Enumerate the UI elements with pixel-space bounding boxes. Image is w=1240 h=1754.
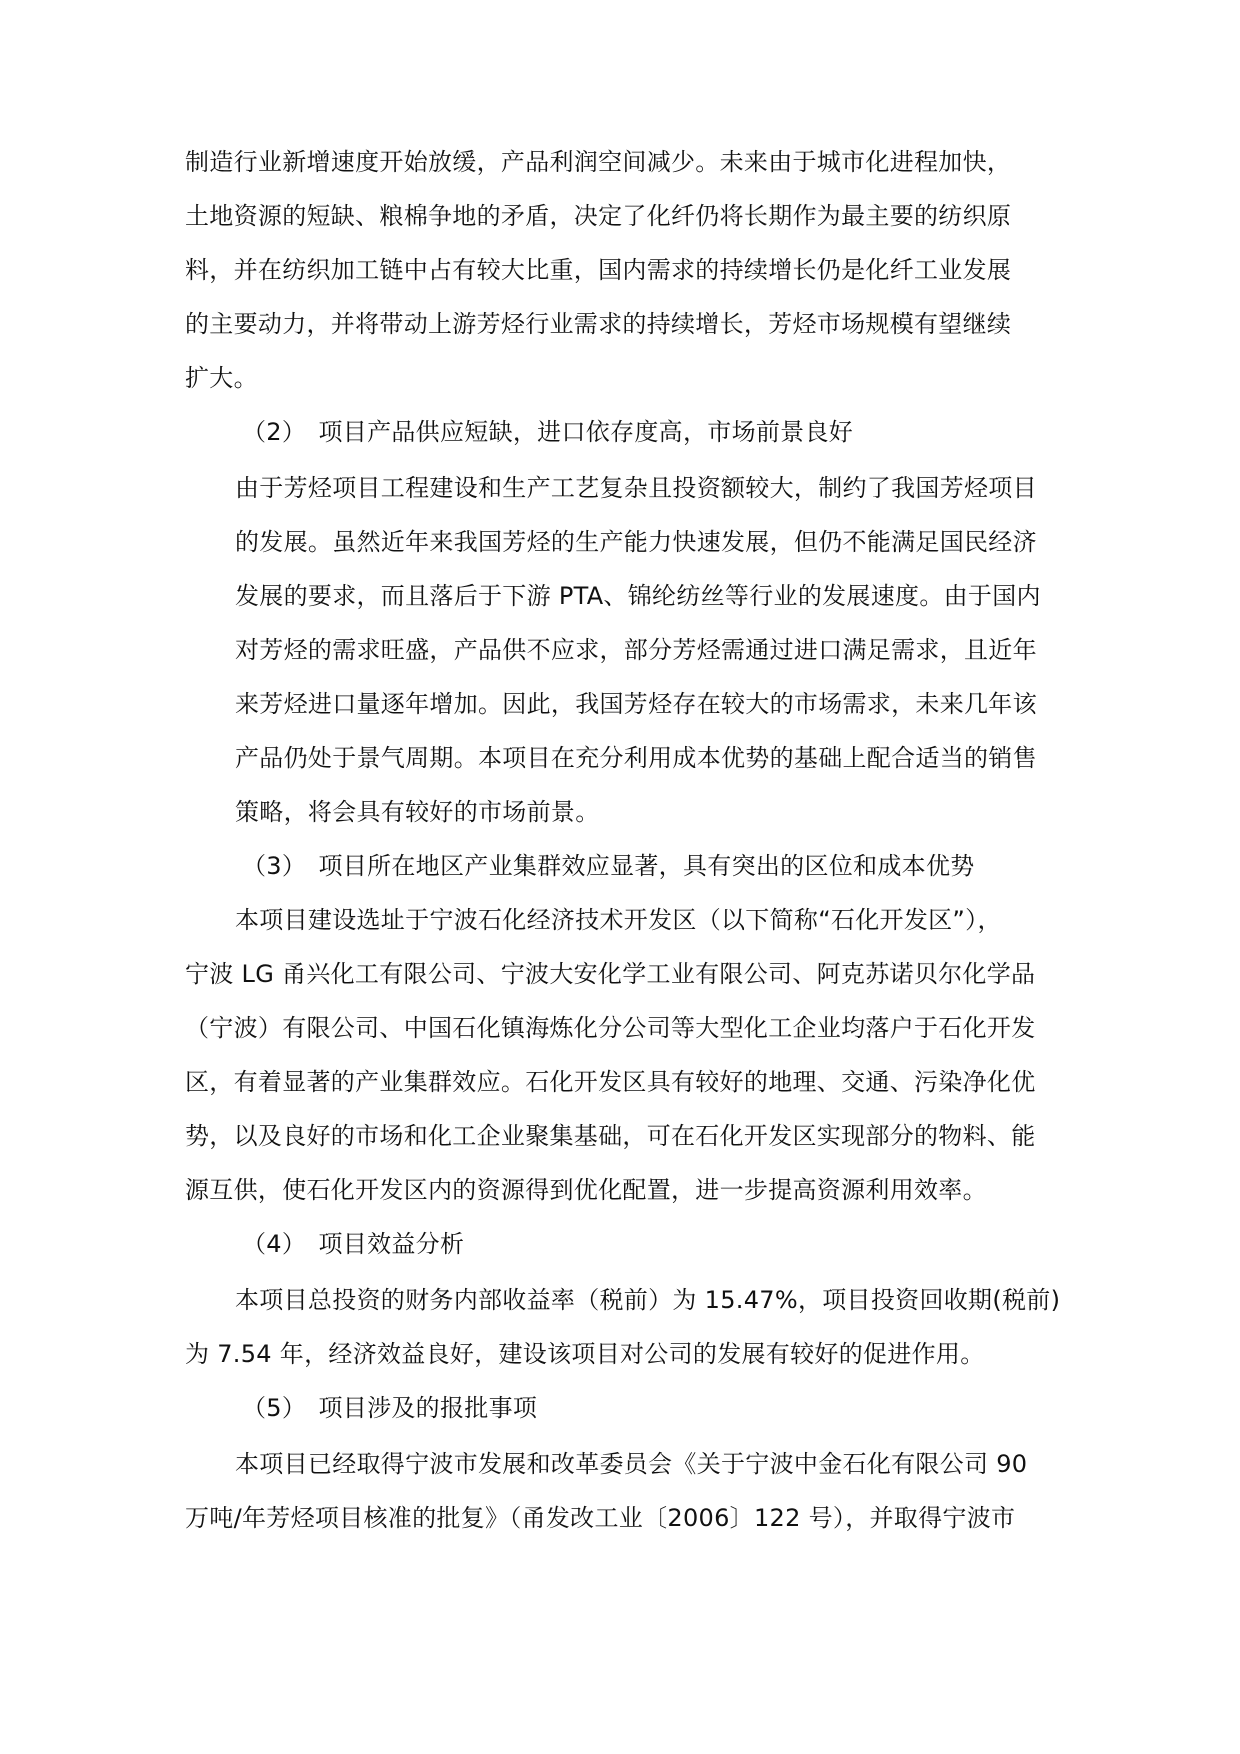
section-heading: （2） 项目产品供应短缺，进口依存度高，市场前景良好 xyxy=(242,418,854,446)
body-text-line: 的发展。虽然近年来我国芳烃的生产能力快速发展，但仍不能满足国民经济 xyxy=(235,528,1037,556)
body-text-line: 对芳烃的需求旺盛，产品供不应求，部分芳烃需通过进口满足需求，且近年 xyxy=(235,636,1037,664)
body-text-line: 料，并在纺织加工链中占有较大比重，国内需求的持续增长仍是化纤工业发展 xyxy=(185,256,1012,284)
body-text-line: 策略，将会具有较好的市场前景。 xyxy=(235,798,600,826)
body-text-line: 万吨/年芳烃项目核准的批复》（甬发改工业〔2006〕122 号），并取得宁波市 xyxy=(185,1504,1016,1532)
body-text-line: 土地资源的短缺、粮棉争地的矛盾，决定了化纤仍将长期作为最主要的纺织原 xyxy=(185,202,1012,230)
body-text-line: 的主要动力，并将带动上游芳烃行业需求的持续增长，芳烃市场规模有望继续 xyxy=(185,310,1012,338)
body-text-line: （宁波）有限公司、中国石化镇海炼化分公司等大型化工企业均落户于石化开发 xyxy=(185,1014,1036,1042)
body-text-line: 制造行业新增速度开始放缓，产品利润空间减少。未来由于城市化进程加快， xyxy=(185,148,1012,176)
section-heading: （3） 项目所在地区产业集群效应显著，具有突出的区位和成本优势 xyxy=(242,852,975,880)
body-text-line: 势，以及良好的市场和化工企业聚集基础，可在石化开发区实现部分的物料、能 xyxy=(185,1122,1036,1150)
body-text-line: 为 7.54 年，经济效益良好，建设该项目对公司的发展有较好的促进作用。 xyxy=(185,1340,985,1368)
body-text-line: 宁波 LG 甬兴化工有限公司、宁波大安化学工业有限公司、阿克苏诺贝尔化学品 xyxy=(185,960,1036,988)
body-text-line: 扩大。 xyxy=(185,364,258,392)
body-text-line: 来芳烃进口量逐年增加。因此，我国芳烃存在较大的市场需求，未来几年该 xyxy=(235,690,1037,718)
body-text-line: 由于芳烃项目工程建设和生产工艺复杂且投资额较大，制约了我国芳烃项目 xyxy=(235,474,1037,502)
body-text-line: 本项目总投资的财务内部收益率（税前）为 15.47%，项目投资回收期(税前) xyxy=(235,1286,1061,1314)
body-text-line: 源互供，使石化开发区内的资源得到优化配置，进一步提高资源利用效率。 xyxy=(185,1176,987,1204)
body-text-line: 产品仍处于景气周期。本项目在充分利用成本优势的基础上配合适当的销售 xyxy=(235,744,1037,772)
section-heading: （4） 项目效益分析 xyxy=(242,1230,465,1258)
body-text-line: 本项目建设选址于宁波石化经济技术开发区（以下简称“石化开发区”）， xyxy=(235,906,1002,934)
body-text-line: 发展的要求，而且落后于下游 PTA、锦纶纺丝等行业的发展速度。由于国内 xyxy=(235,582,1041,610)
body-text-line: 本项目已经取得宁波市发展和改革委员会《关于宁波中金石化有限公司 90 xyxy=(235,1450,1028,1478)
section-heading: （5） 项目涉及的报批事项 xyxy=(242,1394,538,1422)
body-text-line: 区，有着显著的产业集群效应。石化开发区具有较好的地理、交通、污染净化优 xyxy=(185,1068,1036,1096)
